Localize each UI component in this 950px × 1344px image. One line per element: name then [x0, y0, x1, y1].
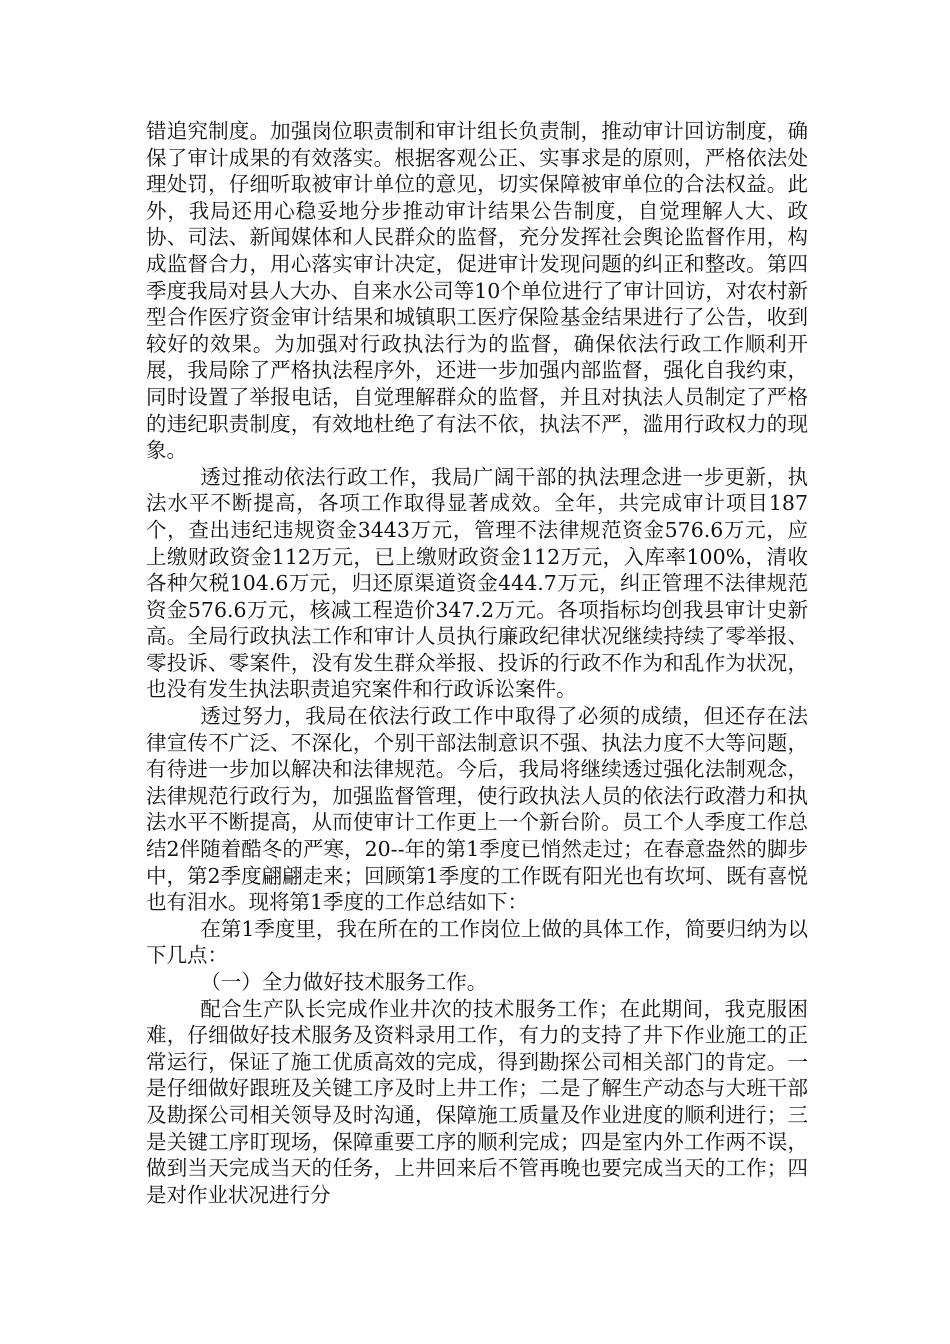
document-page	[146, 118, 808, 1208]
body-paragraph: 透过推动依法行政工作，我局广阔干部的执法理念进一步更新，执法水平不断提高，各项工作取得显著成效。全年，共完成审计项目187个，查出违纪违规资金3443万元，管理不法律规范资金576.6万元，应上缴财政资金112万元，已上缴财政资金112万元，入库率100%，清收各种欠税104.6万元，归还原渠道资金444.7万元，纠正管理不法律规范资金576.6万元，核减工程造价347.2万元。各项指标均创我县审计史新高。全局行政执法工作和审计人员执行廉政纪律状况继续持续了零举报、零投诉、零案件，没有发生群众举报、投诉的行政不作为和乱作为状况，也没有发生执法职责追究案件和行政诉讼案件。	[146, 464, 808, 702]
section-heading: （一）全力做好技术服务工作。	[200, 970, 488, 994]
body-paragraph: 错追究制度。加强岗位职责制和审计组长负责制，推动审计回访制度，确保了审计成果的有效落实。根据客观公正、实事求是的原则，严格依法处理处罚，仔细听取被审计单位的意见，切实保障被审单位的合法权益。此外，我局还用心稳妥地分步推动审计结果公告制度，自觉理解人大、政协、司法、新闻媒体和人民群众的监督，充分发挥社会舆论监督作用，构成监督合力，用心落实审计决定，促进审计发现问题的纠正和整改。第四季度我局对县人大办、自来水公司等10个单位进行了审计回访，对农村新型合作医疗资金审计结果和城镇职工医疗保险基金结果进行了公告，收到较好的效果。为加强对行政执法行为的监督，确保依法行政工作顺利开展，我局除了严格执法程序外，还进一步加强内部监督，强化自我约束，同时设置了举报电话，自觉理解群众的监督，并且对执法人员制定了严格的违纪职责制度，有效地杜绝了有法不依，执法不严，滥用行政权力的现象。	[146, 119, 808, 463]
body-paragraph: 在第1季度里，我在所在的工作岗位上做的具体工作，简要归纳为以下几点：	[146, 916, 808, 968]
body-paragraph: 透过努力，我局在依法行政工作中取得了必须的成绩，但还存在法律宣传不广泛、不深化，个别干部法制意识不强、执法力度不大等问题，有待进一步加以解决和法律规范。今后，我局将继续透过强化法制观念，法律规范行政行为，加强监督管理，使行政执法人员的依法行政潜力和执法水平不断提高，从而使审计工作更上一个新台阶。员工个人季度工作总结2伴随着酷冬的严寒，20--年的第1季度已悄然走过；在春意盎然的脚步中，第2季度翩翩走来；回顾第1季度的工作既有阳光也有坎坷、既有喜悦也有泪水。现将第1季度的工作总结如下：	[146, 704, 808, 915]
body-paragraph: 配合生产队长完成作业井次的技术服务工作；在此期间，我克服困难，仔细做好技术服务及资料录用工作，有力的支持了井下作业施工的正常运行，保证了施工优质高效的完成，得到勘探公司相关部门的肯定。一是仔细做好跟班及关键工序及时上井工作；二是了解生产动态与大班干部及勘探公司相关领导及时沟通，保障施工质量及作业进度的顺利进行；三是关键工序盯现场，保障重要工序的顺利完成；四是室内外工作两不误，做到当天完成当天的任务，上井回来后不管再晚也要完成当天的工作；四是对作业状况进行分	[146, 996, 808, 1207]
